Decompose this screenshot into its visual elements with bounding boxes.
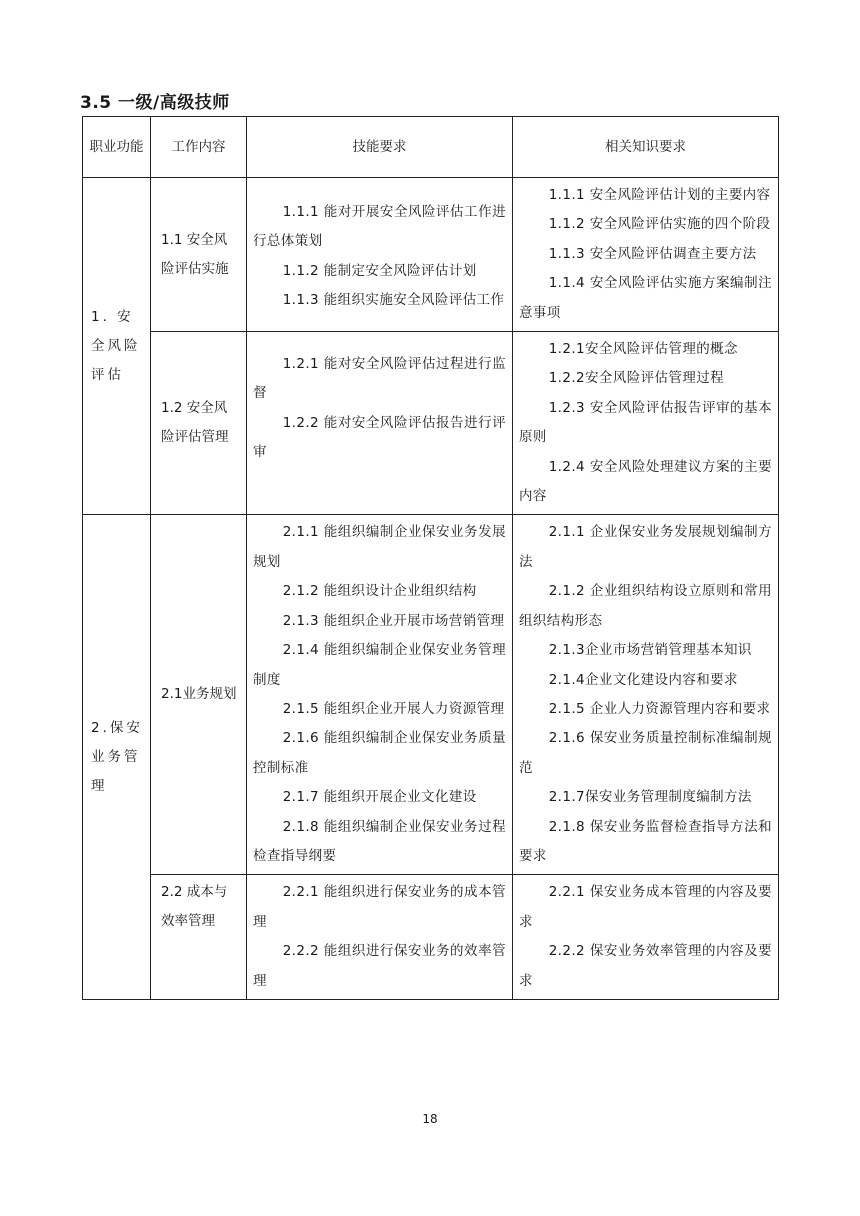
knowledge-item: 2.1.3企业市场营销管理基本知识 [548, 642, 752, 659]
skill-item: 2.1.4 能组织编制企业保安业务管理制度 [253, 642, 506, 688]
knowledge-item: 1.1.4 安全风险评估实施方案编制注意事项 [519, 275, 772, 321]
knowledge-item: 1.2.3 安全风险评估报告评审的基本原则 [519, 399, 772, 446]
skill-item: 2.1.3 能组织企业开展市场营销管理 [282, 612, 505, 629]
content-cell: 1.1 安全风险评估实施 [151, 178, 247, 332]
knowledge-cell [513, 178, 779, 332]
knowledge-cell [513, 875, 779, 1000]
skill-item: 2.1.5 能组织企业开展人力资源管理 [282, 700, 505, 717]
skills-cell [247, 875, 513, 1000]
table-row [83, 332, 779, 515]
knowledge-item: 2.2.2 保安业务效率管理的内容及要求 [519, 943, 772, 989]
table-header-row [83, 117, 779, 178]
table-row [83, 178, 779, 332]
skill-item: 2.1.8 能组织编制企业保安业务过程检查指导纲要 [253, 818, 506, 864]
knowledge-cell [513, 515, 779, 875]
knowledge-item: 1.2.1安全风险评估管理的概念 [548, 341, 738, 358]
knowledge-item: 1.1.1 安全风险评估计划的主要内容 [548, 187, 771, 203]
knowledge-item: 1.1.3 安全风险评估调查主要方法 [548, 245, 757, 262]
skill-item: 2.2.2 能组织进行保安业务的效率管理 [253, 943, 506, 989]
knowledge-item: 1.2.4 安全风险处理建议方案的主要内容 [519, 458, 772, 505]
skill-item: 2.1.7 能组织开展企业文化建设 [282, 789, 477, 806]
function-cell: 1. 安全风险评估 [83, 178, 151, 515]
skill-item: 1.2.2 能对安全风险评估报告进行评审 [253, 414, 506, 461]
table-row [83, 875, 779, 1000]
knowledge-cell [513, 332, 779, 515]
knowledge-item: 2.1.6 保安业务质量控制标准编制规范 [519, 730, 772, 776]
knowledge-item: 2.2.1 保安业务成本管理的内容及要求 [519, 884, 772, 930]
skill-item: 2.1.1 能组织编制企业保安业务发展规划 [253, 524, 506, 570]
knowledge-item: 2.1.1 企业保安业务发展规划编制方法 [519, 524, 772, 570]
table-row [83, 515, 779, 875]
content-cell: 2.2 成本与效率管理 [151, 875, 247, 1000]
header-skills: 技能要求 [247, 117, 513, 178]
skill-item: 2.1.2 能组织设计企业组织结构 [282, 583, 477, 600]
skills-cell [247, 515, 513, 875]
function-cell: 2.保安业务管理 [83, 515, 151, 1000]
skill-item: 1.1.2 能制定安全风险评估计划 [282, 262, 477, 279]
section-title: 3.5 一级/高级技师 [80, 93, 230, 113]
knowledge-item: 1.2.2安全风险评估管理过程 [548, 370, 725, 387]
skill-item: 2.2.1 能组织进行保安业务的成本管理 [253, 884, 506, 930]
skills-cell [247, 332, 513, 515]
knowledge-item: 1.1.2 安全风险评估实施的四个阶段 [548, 216, 771, 233]
skill-item: 1.2.1 能对安全风险评估过程进行监督 [253, 356, 506, 402]
knowledge-item: 2.1.4企业文化建设内容和要求 [548, 671, 738, 688]
knowledge-item: 2.1.2 企业组织结构设立原则和常用组织结构形态 [519, 583, 772, 629]
skill-item: 1.1.3 能组织实施安全风险评估工作 [282, 292, 505, 309]
skill-item: 1.1.1 能对开展安全风险评估工作进行总体策划 [253, 204, 506, 250]
skills-cell [247, 178, 513, 332]
page-number: 18 [422, 1112, 438, 1126]
skills-standard-table [82, 116, 779, 1000]
content-cell: 1.2 安全风险评估管理 [151, 332, 247, 515]
knowledge-item: 2.1.8 保安业务监督检查指导方法和要求 [519, 818, 772, 864]
header-content: 工作内容 [151, 117, 247, 178]
knowledge-item: 2.1.7保安业务管理制度编制方法 [548, 789, 752, 806]
header-knowledge: 相关知识要求 [513, 117, 779, 178]
header-function: 职业功能 [83, 117, 151, 178]
knowledge-item: 2.1.5 企业人力资源管理内容和要求 [548, 700, 771, 717]
skill-item: 2.1.6 能组织编制企业保安业务质量控制标准 [253, 730, 506, 776]
content-cell: 2.1业务规划 [151, 515, 247, 875]
